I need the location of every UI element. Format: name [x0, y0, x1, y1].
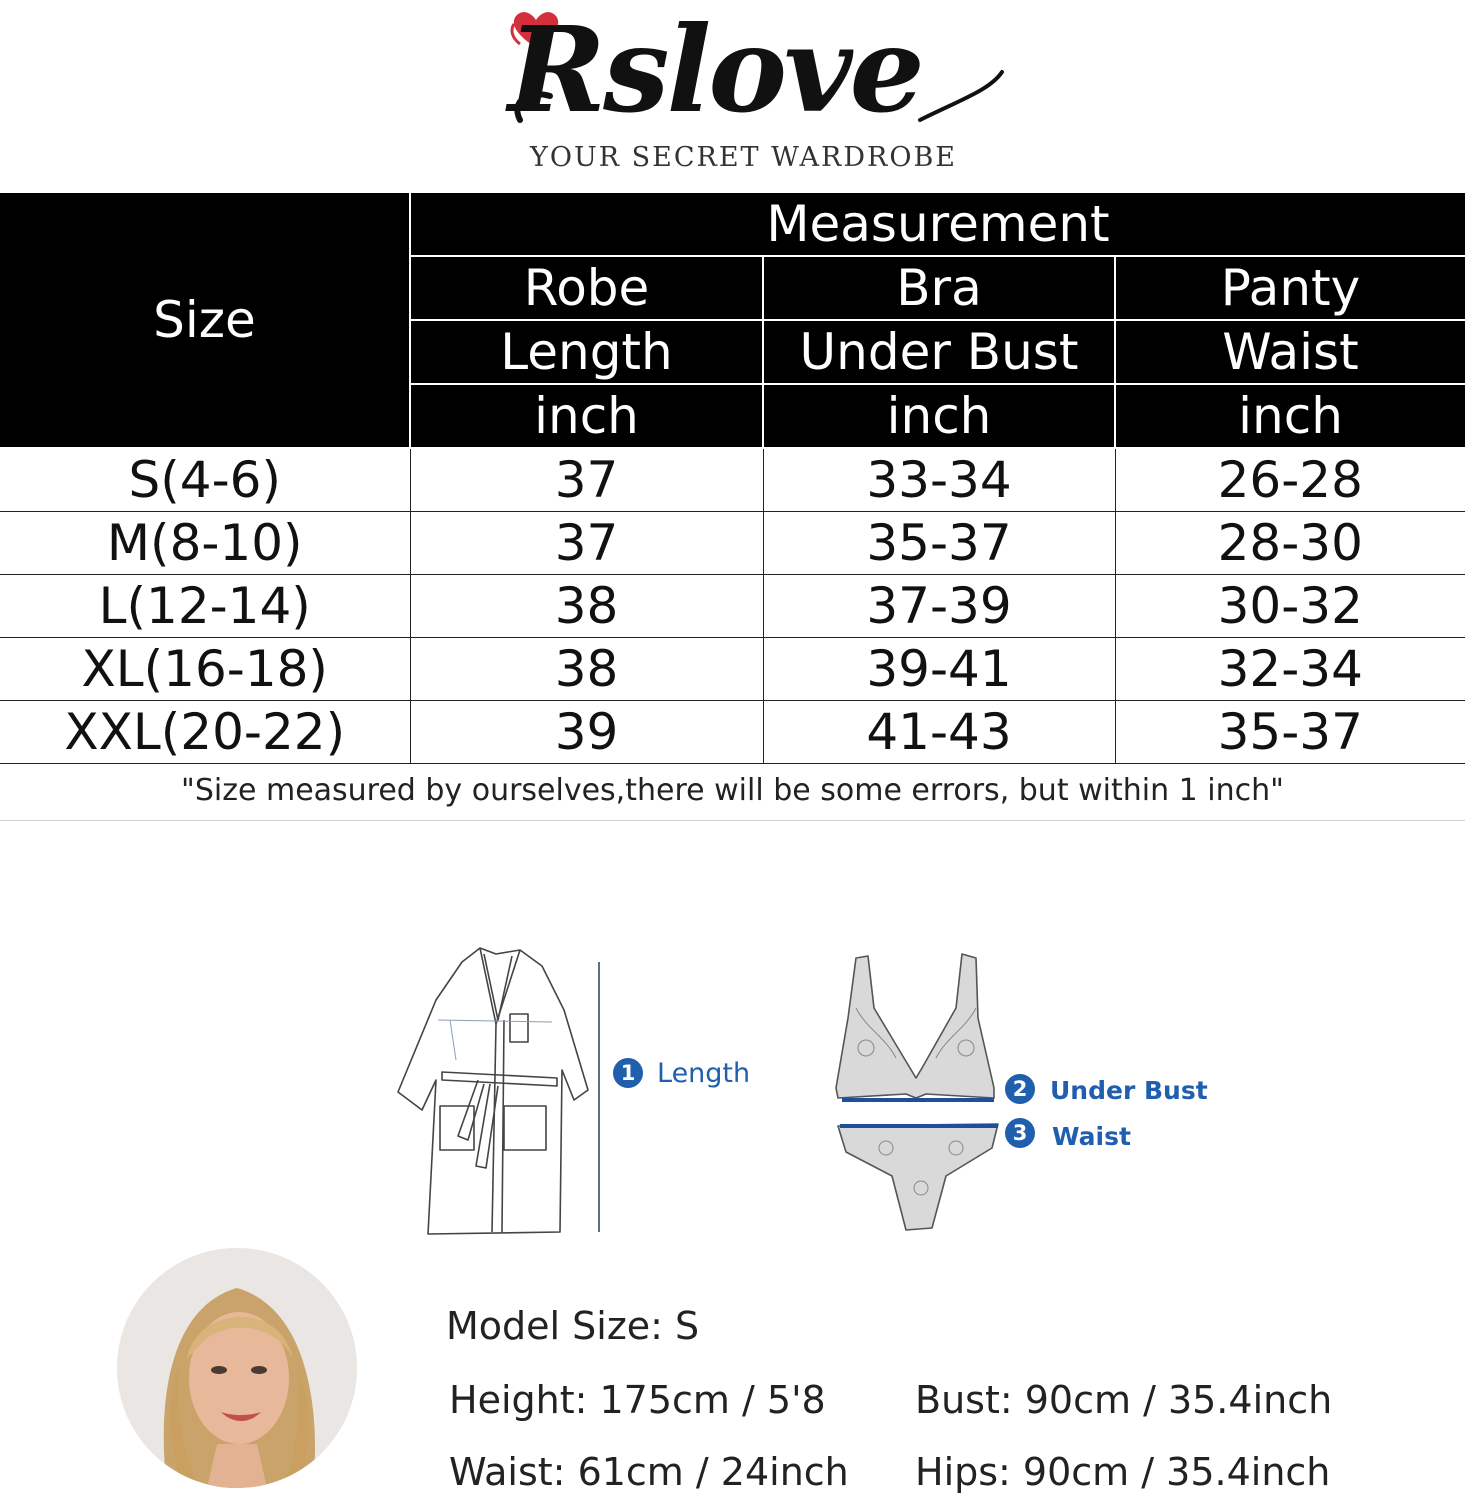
- size-column-header: Size: [0, 193, 410, 448]
- length-indicator-line: [598, 962, 600, 1232]
- under-bust-number-badge: 2: [1005, 1074, 1035, 1104]
- table-row: [0, 575, 1465, 638]
- size-cell: M(8-10): [0, 512, 410, 575]
- under-bust-label: Under Bust: [1050, 1076, 1208, 1105]
- model-waist: Waist: 61cm / 24inch: [449, 1450, 849, 1494]
- model-size: Model Size: S: [446, 1304, 700, 1348]
- size-chart-table: [0, 193, 1465, 764]
- panty-unit-header: inch: [1115, 384, 1465, 448]
- robe-length-cell: 37: [410, 448, 763, 512]
- model-height: Height: 175cm / 5'8: [449, 1378, 826, 1422]
- size-cell: L(12-14): [0, 575, 410, 638]
- lingerie-illustration: [826, 948, 1006, 1238]
- robe-length-cell: 37: [410, 512, 763, 575]
- robe-illustration: [392, 940, 602, 1240]
- under-bust-cell: 33-34: [763, 448, 1115, 512]
- table-row: [0, 512, 1465, 575]
- size-cell: S(4-6): [0, 448, 410, 512]
- measurement-header: Measurement: [410, 193, 1465, 256]
- model-bust: Bust: 90cm / 35.4inch: [915, 1378, 1333, 1422]
- under-bust-cell: 35-37: [763, 512, 1115, 575]
- table-row: [0, 638, 1465, 701]
- robe-length-cell: 39: [410, 701, 763, 764]
- waist-cell: 35-37: [1115, 701, 1465, 764]
- robe-length-cell: 38: [410, 575, 763, 638]
- waist-cell: 30-32: [1115, 575, 1465, 638]
- under-bust-cell: 37-39: [763, 575, 1115, 638]
- panty-header: Panty: [1115, 256, 1465, 320]
- table-row: [0, 701, 1465, 764]
- waist-cell: 32-34: [1115, 638, 1465, 701]
- waist-cell: 26-28: [1115, 448, 1465, 512]
- waist-cell: 28-30: [1115, 512, 1465, 575]
- brand-tagline: YOUR SECRET WARDROBE: [530, 142, 958, 173]
- robe-measure-header: Length: [410, 320, 763, 384]
- model-hips: Hips: 90cm / 35.4inch: [915, 1450, 1331, 1494]
- robe-length-cell: 38: [410, 638, 763, 701]
- length-number-badge: 1: [613, 1058, 643, 1088]
- panty-measure-header: Waist: [1115, 320, 1465, 384]
- size-cell: XXL(20-22): [0, 701, 410, 764]
- under-bust-cell: 41-43: [763, 701, 1115, 764]
- under-bust-cell: 39-41: [763, 638, 1115, 701]
- under-bust-indicator-line: [842, 1098, 994, 1102]
- robe-unit-header: inch: [410, 384, 763, 448]
- bra-measure-header: Under Bust: [763, 320, 1115, 384]
- robe-header: Robe: [410, 256, 763, 320]
- model-avatar: [117, 1248, 357, 1488]
- waist-indicator-line: [840, 1124, 998, 1128]
- waist-label: Waist: [1052, 1122, 1131, 1151]
- bra-header: Bra: [763, 256, 1115, 320]
- table-row: [0, 448, 1465, 512]
- size-cell: XL(16-18): [0, 638, 410, 701]
- brand-name: Rslove: [508, 0, 922, 139]
- length-label: Length: [657, 1058, 751, 1089]
- brand-logo: [490, 0, 1010, 185]
- measurement-note: "Size measured by ourselves,there will be some errors, but within 1 inch": [0, 762, 1465, 821]
- bra-unit-header: inch: [763, 384, 1115, 448]
- waist-number-badge: 3: [1005, 1118, 1035, 1148]
- model-portrait-icon: [117, 1248, 357, 1488]
